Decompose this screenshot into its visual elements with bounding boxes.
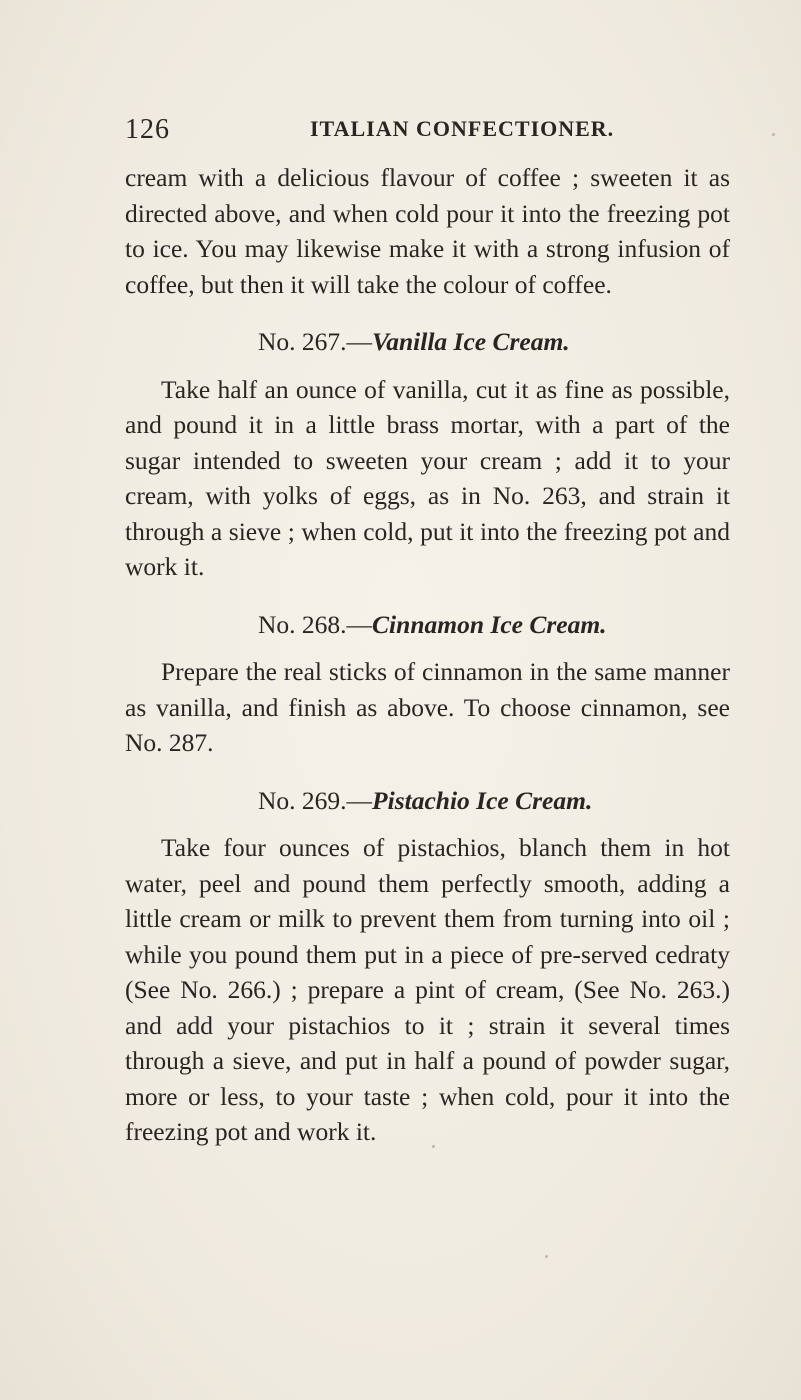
recipe-number: No. 267.— [258,327,373,356]
running-head: ITALIAN CONFECTIONER. [310,116,615,141]
paper-speck [545,1255,548,1258]
paragraph-vanilla: Take half an ounce of vanilla, cut it as fine as possible, and pound it in a little brass mortar, with a part of the sugar intended to sweeten your cream ; add it to your cream, with yolks of eggs, as in No. 263, and strain it through a sieve ; when cold, put it into the freezing pot and work it. [125,374,730,581]
page-body [125,160,730,1150]
paper-speck [772,133,775,136]
paragraph-coffee-continued: cream with a delicious flavour of coffee ; sweeten it as directed above, and when cold pour it into the freezing pot to ice. You may likewise make it with a strong infusion of coffee, but then it will take the colour of coffee. [125,163,730,299]
recipe-title: Pistachio Ice Cream. [372,785,593,815]
paragraph-pistachio: Take four ounces of pistachios, blanch them in hot water, peel and pound them perfectly smooth, adding a little cream or milk to prevent them from turning into oil ; while you pound them put in a piece of pre-served cedraty (See No. 266.) ; prepare a pint of cream, (See No. 263.) and add your pistachios to it ; strain it several times through a sieve, and put in half a pound of powder sugar, more or less, to your taste ; when cold, pour it into the freezing pot and work it. [125,833,730,1146]
recipe-heading-267 [125,324,730,360]
page-header [125,108,685,148]
page-number: 126 [125,114,170,145]
paper-speck [432,1145,435,1148]
recipe-heading-268 [125,607,730,643]
recipe-title: Cinnamon Ice Cream. [372,609,607,639]
paragraph-cinnamon: Prepare the real sticks of cinnamon in the same manner as vanilla, and finish as above. To choose cinnamon, see No. 287. [125,657,730,757]
recipe-number: No. 268.— [258,609,373,639]
recipe-number: No. 269.— [258,785,373,815]
recipe-heading-269 [125,783,730,819]
recipe-title: Vanilla Ice Cream. [372,327,570,356]
